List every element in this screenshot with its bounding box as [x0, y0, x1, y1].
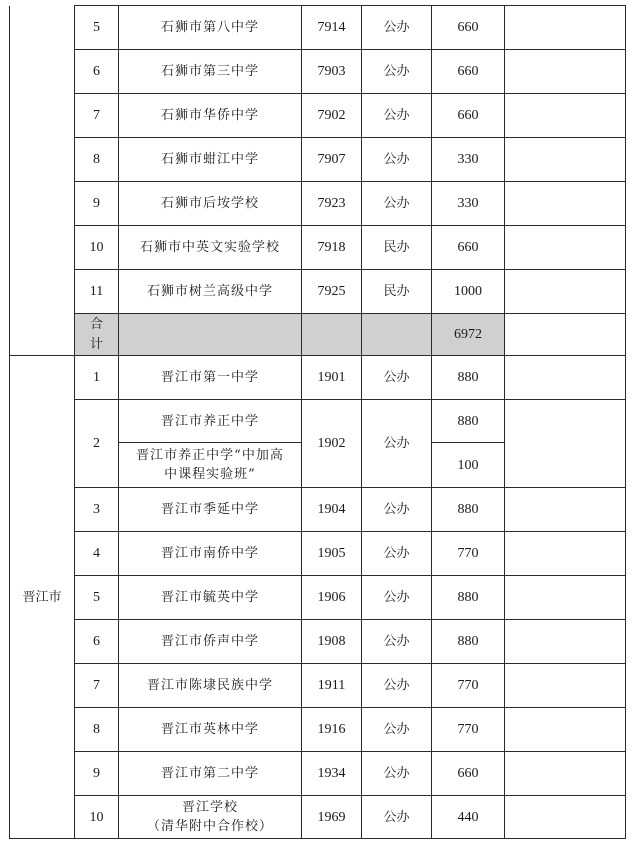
- row-number: 5: [75, 6, 119, 50]
- table-row: [10, 664, 626, 708]
- school-type: 公办: [362, 6, 432, 50]
- school-code: 7907: [302, 138, 362, 182]
- row-number: 5: [75, 576, 119, 620]
- school-name: 晋江市养正中学: [119, 400, 302, 443]
- school-type: 公办: [362, 708, 432, 752]
- table-row: [10, 576, 626, 620]
- enrollment-count: 660: [432, 752, 505, 796]
- row-number: 4: [75, 532, 119, 576]
- enrollment-count: 880: [432, 576, 505, 620]
- total-row: [10, 314, 626, 356]
- city-cell-shishi: [10, 6, 75, 356]
- school-name: 石狮市华侨中学: [119, 94, 302, 138]
- row-number: 6: [75, 620, 119, 664]
- table-row: [10, 620, 626, 664]
- school-code: 7914: [302, 6, 362, 50]
- table-row: [10, 356, 626, 400]
- enrollment-count: 770: [432, 664, 505, 708]
- table-row: [10, 94, 626, 138]
- enrollment-count: 330: [432, 182, 505, 226]
- note-cell: [505, 752, 626, 796]
- table-row: [10, 400, 626, 443]
- table-row: [10, 532, 626, 576]
- row-number: 6: [75, 50, 119, 94]
- enrollment-count: 880: [432, 400, 505, 443]
- city-cell-jinjiang: 晋江市: [10, 356, 75, 839]
- school-name: 晋江市侨声中学: [119, 620, 302, 664]
- table-row: [10, 708, 626, 752]
- school-type: 公办: [362, 620, 432, 664]
- note-cell: [505, 488, 626, 532]
- school-name: 石狮市中英文实验学校: [119, 226, 302, 270]
- total-blank-cell: [302, 314, 362, 356]
- school-name: 晋江市第一中学: [119, 356, 302, 400]
- row-number: 7: [75, 94, 119, 138]
- school-name: 晋江市第二中学: [119, 752, 302, 796]
- school-name: 石狮市后垵学校: [119, 182, 302, 226]
- school-name: 晋江市季延中学: [119, 488, 302, 532]
- enrollment-count: 660: [432, 226, 505, 270]
- school-type: 公办: [362, 796, 432, 839]
- school-code: 1901: [302, 356, 362, 400]
- enrollment-count: 880: [432, 488, 505, 532]
- enrollment-count: 880: [432, 356, 505, 400]
- note-cell: [505, 314, 626, 356]
- school-type: 公办: [362, 182, 432, 226]
- school-name-line2: （清华附中合作校）: [146, 819, 273, 834]
- school-code: 1934: [302, 752, 362, 796]
- table-row: [10, 796, 626, 839]
- school-type: 公办: [362, 50, 432, 94]
- school-code: 1904: [302, 488, 362, 532]
- row-number: 8: [75, 138, 119, 182]
- enrollment-table: [9, 5, 626, 839]
- note-cell: [505, 270, 626, 314]
- school-name: 晋江市南侨中学: [119, 532, 302, 576]
- total-blank-cell: [362, 314, 432, 356]
- enrollment-count: 330: [432, 138, 505, 182]
- row-number: 9: [75, 752, 119, 796]
- note-cell: [505, 6, 626, 50]
- total-count: 6972: [432, 314, 505, 356]
- table-row: [10, 488, 626, 532]
- row-number: 8: [75, 708, 119, 752]
- school-code: 1905: [302, 532, 362, 576]
- total-label-line1: 合: [89, 316, 103, 332]
- school-name-line2: 中课程实验班”: [164, 467, 256, 482]
- school-name-line1: 晋江市养正中学“中加高: [136, 448, 284, 463]
- note-cell: [505, 620, 626, 664]
- note-cell: [505, 708, 626, 752]
- note-cell: [505, 226, 626, 270]
- row-number: 10: [75, 796, 119, 839]
- school-type: 公办: [362, 664, 432, 708]
- note-cell: [505, 576, 626, 620]
- table-row: [10, 6, 626, 50]
- table-row: [10, 138, 626, 182]
- school-type: 公办: [362, 752, 432, 796]
- school-type: 公办: [362, 356, 432, 400]
- row-number: 2: [75, 400, 119, 488]
- total-label: [75, 314, 119, 356]
- school-code: 7925: [302, 270, 362, 314]
- table-row: [10, 752, 626, 796]
- row-number: 3: [75, 488, 119, 532]
- school-name: [119, 796, 302, 839]
- enrollment-count: 1000: [432, 270, 505, 314]
- school-name: 石狮市树兰高级中学: [119, 270, 302, 314]
- enrollment-count: 660: [432, 94, 505, 138]
- school-code: 7902: [302, 94, 362, 138]
- row-number: 11: [75, 270, 119, 314]
- school-code: 7903: [302, 50, 362, 94]
- school-name-line1: 晋江学校: [181, 800, 238, 815]
- total-blank-cell: [119, 314, 302, 356]
- note-cell: [505, 182, 626, 226]
- enrollment-count: 770: [432, 708, 505, 752]
- enrollment-count: 440: [432, 796, 505, 839]
- school-name: 石狮市第三中学: [119, 50, 302, 94]
- school-type: 公办: [362, 488, 432, 532]
- school-code: 1911: [302, 664, 362, 708]
- school-name: [119, 443, 302, 488]
- school-name: 晋江市陈埭民族中学: [119, 664, 302, 708]
- school-type: 公办: [362, 576, 432, 620]
- note-cell: [505, 138, 626, 182]
- table-row: [10, 270, 626, 314]
- school-name: 晋江市英林中学: [119, 708, 302, 752]
- table-row: [10, 182, 626, 226]
- row-number: 10: [75, 226, 119, 270]
- note-cell: [505, 664, 626, 708]
- note-cell: [505, 532, 626, 576]
- school-code: 1916: [302, 708, 362, 752]
- school-type: 公办: [362, 400, 432, 488]
- row-number: 1: [75, 356, 119, 400]
- table-row: [10, 50, 626, 94]
- note-cell: [505, 796, 626, 839]
- enrollment-count: 880: [432, 620, 505, 664]
- total-label-line2: 计: [89, 336, 103, 352]
- row-number: 7: [75, 664, 119, 708]
- enrollment-count: 770: [432, 532, 505, 576]
- school-type: 民办: [362, 226, 432, 270]
- table-row: [10, 226, 626, 270]
- school-type: 公办: [362, 94, 432, 138]
- school-code: 7923: [302, 182, 362, 226]
- note-cell: [505, 50, 626, 94]
- school-name: 石狮市第八中学: [119, 6, 302, 50]
- note-cell: [505, 356, 626, 400]
- school-type: 公办: [362, 138, 432, 182]
- school-code: 1908: [302, 620, 362, 664]
- enrollment-count: 660: [432, 6, 505, 50]
- school-name: 晋江市毓英中学: [119, 576, 302, 620]
- school-code: 1906: [302, 576, 362, 620]
- enrollment-count: 100: [432, 443, 505, 488]
- school-code: 7918: [302, 226, 362, 270]
- school-code: 1902: [302, 400, 362, 488]
- row-number: 9: [75, 182, 119, 226]
- school-code: 1969: [302, 796, 362, 839]
- note-cell: [505, 94, 626, 138]
- school-type: 民办: [362, 270, 432, 314]
- note-cell: [505, 400, 626, 488]
- school-type: 公办: [362, 532, 432, 576]
- school-name: 石狮市蚶江中学: [119, 138, 302, 182]
- enrollment-count: 660: [432, 50, 505, 94]
